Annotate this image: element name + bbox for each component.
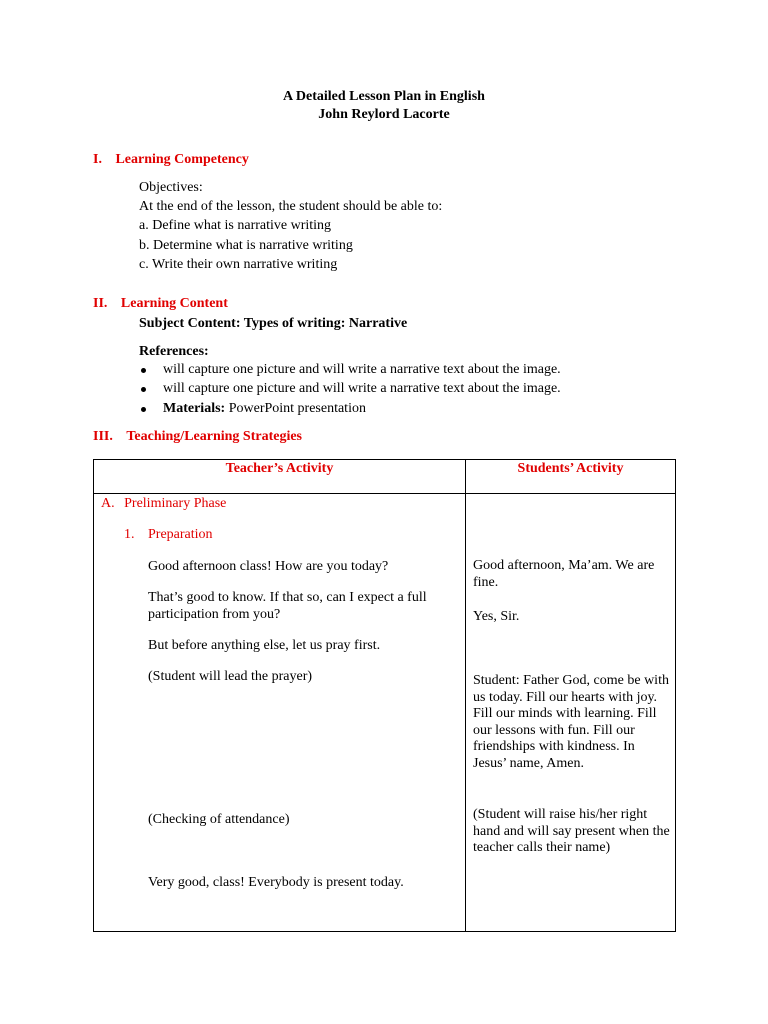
- students-attendance-reply: (Student will raise his/her right hand and will say present when the teacher calls their name): [473, 807, 670, 855]
- teacher-expect-line: participation from you?: [148, 607, 281, 622]
- phase-heading: [101, 496, 226, 512]
- teacher-present: Very good, class! Everybody is present today.: [148, 875, 404, 890]
- students-activity-header: Students’ Activity: [466, 460, 676, 494]
- objectives-intro: At the end of the lesson, the student should be able to:: [139, 199, 443, 214]
- section-3-number: III.: [93, 429, 113, 444]
- objective-item: c. Write their own narrative writing: [139, 257, 338, 272]
- teacher-attendance: (Checking of attendance): [148, 812, 290, 827]
- teacher-activity-cell: [94, 494, 466, 932]
- reference-item: will capture one picture and will write a narrative text about the image.: [163, 362, 561, 377]
- objective-item: a. Define what is narrative writing: [139, 218, 332, 233]
- teacher-expect-line: That’s good to know. If that so, can I expect a full: [148, 590, 427, 605]
- phase-letter: A.: [101, 496, 115, 511]
- teacher-greeting: Good afternoon class! How are you today?: [148, 559, 389, 574]
- activity-table: [93, 459, 676, 932]
- phase-title: Preliminary Phase: [124, 496, 227, 511]
- document-title: A Detailed Lesson Plan in English: [283, 89, 485, 104]
- students-yes: Yes, Sir.: [473, 609, 520, 624]
- students-activity-cell: [466, 494, 676, 932]
- section-1-heading: [93, 152, 249, 168]
- teacher-activity-header: Teacher’s Activity: [94, 460, 466, 494]
- reference-item: will capture one picture and will write a narrative text about the image.: [163, 381, 561, 396]
- bullet-icon: [141, 368, 146, 373]
- section-1-title: Learning Competency: [115, 152, 249, 167]
- section-2-number: II.: [93, 296, 108, 311]
- teacher-pray: But before anything else, let us pray first.: [148, 638, 381, 653]
- bullet-icon: [141, 407, 146, 412]
- bullet-icon: [141, 387, 146, 392]
- section-2-heading: [93, 296, 228, 312]
- document-author: John Reylord Lacorte: [318, 107, 450, 122]
- step-number: 1.: [124, 527, 135, 542]
- step-title: Preparation: [148, 527, 213, 542]
- references-label: References:: [139, 344, 209, 359]
- materials-label: Materials:: [163, 401, 226, 416]
- teacher-prayer-note: (Student will lead the prayer): [148, 669, 313, 684]
- materials-value: PowerPoint presentation: [228, 401, 366, 416]
- subject-content: Subject Content: Types of writing: Narrative: [139, 316, 408, 331]
- section-2-title: Learning Content: [120, 296, 228, 311]
- materials-line: [163, 401, 366, 417]
- students-greeting-reply: Good afternoon, Ma’am. We are fine.: [473, 558, 655, 590]
- objective-item: b. Determine what is narrative writing: [139, 238, 353, 253]
- step-heading: [124, 527, 213, 543]
- students-prayer: Student: Father God, come be with us today. Fill our hearts with joy. Fill our minds with learning. Fill our lessons with fun. Fill our friendships with kindness. In Jesus’ name, Amen.: [473, 673, 669, 771]
- objectives-label: Objectives:: [139, 180, 203, 195]
- section-3-heading: [93, 429, 302, 445]
- section-3-title: Teaching/Learning Strategies: [126, 429, 303, 444]
- section-1-number: I.: [93, 152, 102, 167]
